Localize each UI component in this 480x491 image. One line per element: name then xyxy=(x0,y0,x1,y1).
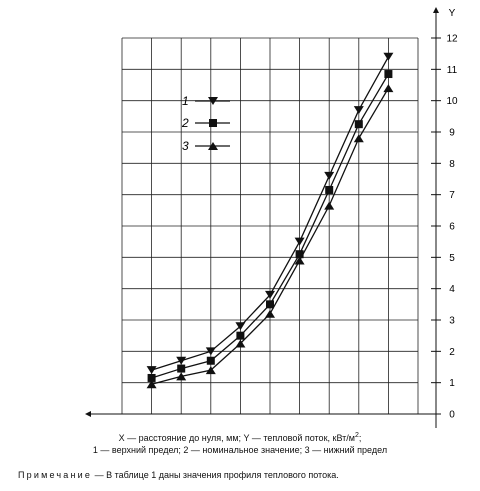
y-axis-label: Y xyxy=(448,8,456,19)
data-point xyxy=(207,357,215,365)
note-label: Примечание xyxy=(18,470,93,480)
y-tick-label: 1 xyxy=(449,378,455,390)
data-point xyxy=(295,238,305,246)
data-point xyxy=(325,186,333,194)
data-point xyxy=(265,310,275,318)
data-point xyxy=(147,366,157,374)
y-tick-label: 8 xyxy=(449,158,455,170)
legend-label: 2 xyxy=(182,116,189,130)
caption-line-2: 1 — верхний предел; 2 — номинальное значение; 3 — нижний предел xyxy=(92,445,388,455)
y-tick-labels xyxy=(431,34,458,421)
y-tick-label: 6 xyxy=(449,221,455,233)
data-point xyxy=(266,300,274,308)
y-tick-label: 9 xyxy=(449,127,455,139)
legend xyxy=(181,94,230,153)
data-point xyxy=(324,202,334,210)
grid xyxy=(122,38,418,414)
data-point xyxy=(384,70,392,78)
caption-axes-end: ; xyxy=(358,433,362,443)
data-point xyxy=(383,53,393,61)
y-tick-label: 2 xyxy=(449,346,455,358)
y-tick-label: 11 xyxy=(446,64,458,76)
data-point xyxy=(176,372,186,380)
data-point xyxy=(324,172,334,180)
y-tick-label: 10 xyxy=(446,96,458,108)
data-point xyxy=(209,119,217,127)
data-point xyxy=(177,365,185,373)
caption-line-1 xyxy=(0,430,480,444)
axes xyxy=(88,8,456,428)
legend-label: 3 xyxy=(182,139,189,153)
data-point xyxy=(355,120,363,128)
data-point xyxy=(354,134,364,142)
caption-axes-text: X — расстояние до нуля, мм; Y — тепловой поток, кВт/м xyxy=(118,433,355,443)
y-tick-label: 3 xyxy=(449,315,455,327)
data-point xyxy=(176,357,186,365)
y-tick-label: 7 xyxy=(449,190,455,202)
y-tick-label: 5 xyxy=(449,252,455,264)
data-point xyxy=(236,332,244,340)
y-tick-label: 0 xyxy=(449,409,455,421)
note xyxy=(18,470,339,480)
caption-unit-superscript: 2 xyxy=(354,432,359,439)
data-point xyxy=(383,84,393,92)
y-tick-label: 4 xyxy=(449,284,455,296)
note-text: — В таблице 1 даны значения профиля теплового потока. xyxy=(92,470,339,480)
data-point xyxy=(354,106,364,114)
legend-label: 1 xyxy=(182,94,189,108)
y-tick-label: 12 xyxy=(446,33,458,45)
